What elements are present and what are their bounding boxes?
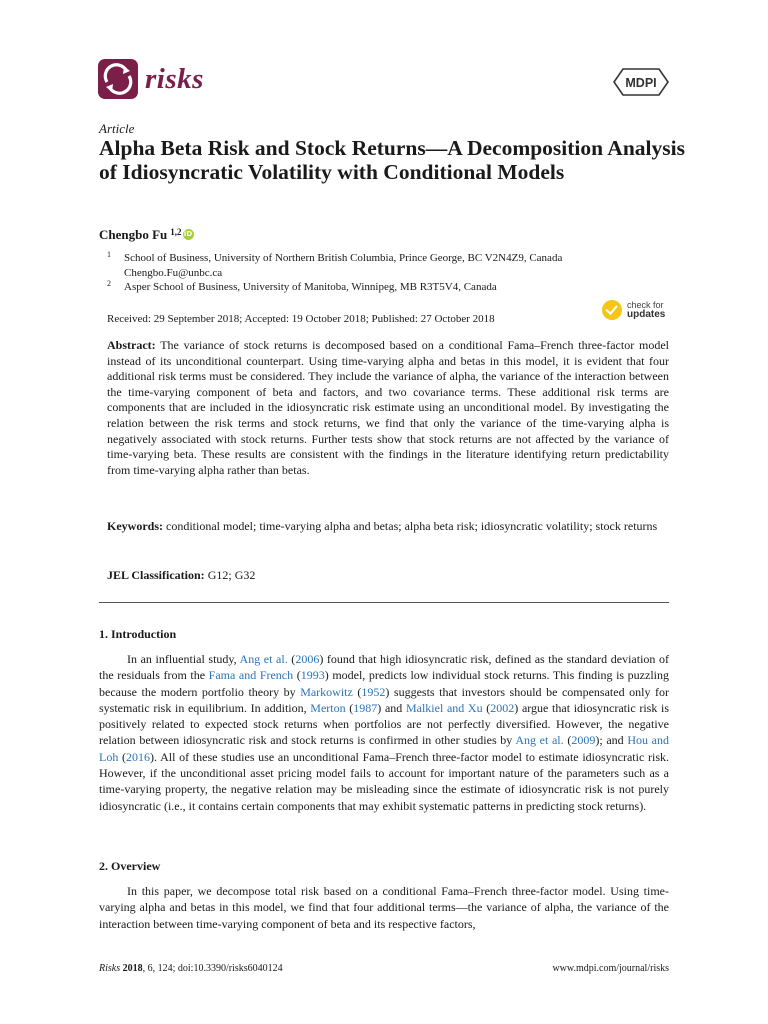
citation-link[interactable]: Merton xyxy=(310,700,346,715)
body-text: In an influential study, xyxy=(127,652,240,666)
citation-link[interactable]: Ang et al. xyxy=(239,652,288,666)
orcid-icon[interactable]: iD xyxy=(183,230,193,238)
author-affiliation-sup: 1,2 xyxy=(170,227,182,237)
body-text: ( xyxy=(482,700,491,715)
body-text: ) found that high idiosyncratic risk, defined as the standard deviation of the residuals from the xyxy=(99,652,669,683)
body-text: ); and xyxy=(595,733,628,748)
body-text: ( xyxy=(118,749,127,764)
jel-label: JEL Classification: xyxy=(107,568,205,582)
article-title: Alpha Beta Risk and Stock Returns—A Decomposition Analysis of Idiosyncratic Volatility with Conditional Models xyxy=(99,136,685,184)
footer-journal: Risks xyxy=(99,963,121,974)
body-text: ) suggests that investors should be compensated only for systematic risk in equilibrium. In addition, xyxy=(99,684,669,715)
body-text: ) model, predicts low individual stock returns. This finding is puzzling because the modern portfolio theory by xyxy=(99,668,669,699)
author-email[interactable]: Chengbo.Fu@unbc.ca xyxy=(124,266,223,279)
footer-journal-url[interactable]: www.mdpi.com/journal/risks xyxy=(552,963,669,974)
abstract xyxy=(107,338,669,478)
citation-link[interactable]: Hou and Loh xyxy=(99,733,669,764)
section-divider xyxy=(99,602,669,603)
citation-link[interactable]: Fama and French xyxy=(208,668,294,683)
body-text: ). All of these studies use an unconditional Fama–French three-factor model to estimate idiosyncratic risk. However, if the unconditional asset pricing model fails to account for important nature of the parameters such as a time-varying property, the negative relation may be misleading since the estimate of idiosyncratic risk is not purely idiosyncratic (i.e., it contains certain components that may exhibit systematic patterns in predicting stock returns). xyxy=(99,749,670,813)
journal-name: risks xyxy=(145,62,204,95)
overview-paragraph: In this paper, we decompose total risk based on a conditional Fama–French three-factor model. Using time-varying alpha and betas in this model, we find that four additional terms—the variance of alpha, the variance of the interaction between time-varying component of beta and its respective factors, xyxy=(99,884,669,931)
citation-year-link[interactable]: 1987 xyxy=(353,700,378,715)
publisher-name: MDPI xyxy=(625,76,657,90)
affiliation-number: 1 xyxy=(107,250,111,259)
introduction-paragraph xyxy=(99,651,669,814)
citation-year-link[interactable]: 2016 xyxy=(126,749,151,764)
author-name[interactable]: Chengbo Fu xyxy=(99,227,168,242)
keywords xyxy=(107,519,669,535)
abstract-label: Abstract: xyxy=(107,338,156,352)
citation-link[interactable]: Malkiel and Xu xyxy=(405,700,483,715)
jel-classification xyxy=(107,568,255,583)
check-updates-icon xyxy=(602,300,622,320)
body-text: ) and xyxy=(377,700,406,715)
keywords-label: Keywords: xyxy=(107,519,163,533)
section-heading-overview: 2. Overview xyxy=(99,859,161,873)
author-line xyxy=(99,227,194,243)
check-updates-line1: check for xyxy=(627,300,664,310)
publication-dates: Received: 29 September 2018; Accepted: 19 October 2018; Published: 27 October 2018 xyxy=(107,313,495,325)
citation-year-link[interactable]: 2006 xyxy=(295,652,320,666)
body-text: ( xyxy=(352,684,362,699)
citation-link[interactable]: Markowitz xyxy=(300,684,353,699)
keywords-text: conditional model; time-varying alpha and betas; alpha beta risk; idiosyncratic volatility; stock returns xyxy=(163,519,658,533)
citation-link[interactable]: Ang et al. xyxy=(515,733,564,748)
check-updates-line2: updates xyxy=(627,309,666,320)
mdpi-logo-icon[interactable] xyxy=(613,68,669,96)
citation-year-link[interactable]: 2002 xyxy=(490,700,515,715)
footer-citation xyxy=(99,963,283,974)
affiliation-number: 2 xyxy=(107,279,111,288)
footer-year: 2018 xyxy=(122,963,143,974)
body-text: ( xyxy=(563,733,572,748)
abstract-text: The variance of stock returns is decomposed based on a conditional Fama–French three-factor model instead of its unconditional counterpart. Using time-varying alpha and betas in this model, it is evident that four additional risk terms must be considered. They include the variance of alpha, the variance of the interaction between the time-varying component of beta and factors, and two covariance terms. These additional risk terms are components that are included in the idiosyncratic risk estimate using an unconditional model. By investigating the relation between the risk terms and stock returns, we find that only the variance of the time-varying alpha is negatively associated with stock returns. Further tests show that stock returns are not affected by the variance of time-varying beta. These results are consistent with the findings in the literature identifying return predictability from time-varying alpha rather than betas. xyxy=(107,338,669,477)
affiliation-text: School of Business, University of Northern British Columbia, Prince George, BC V2N4Z9, Canada xyxy=(124,252,563,264)
footer-doi: , 6, 124; doi:10.3390/risks6040124 xyxy=(142,963,283,974)
check-for-updates-button[interactable] xyxy=(602,300,665,320)
citation-year-link[interactable]: 2009 xyxy=(571,733,596,748)
citation-year-link[interactable]: 1993 xyxy=(300,668,325,683)
jel-codes: G12; G32 xyxy=(204,568,256,582)
body-text: ( xyxy=(345,700,354,715)
section-heading-introduction: 1. Introduction xyxy=(99,627,177,641)
risks-logo-icon xyxy=(97,58,139,100)
affiliation-text: Asper School of Business, University of Manitoba, Winnipeg, MB R3T5V4, Canada xyxy=(124,281,497,293)
journal-logo[interactable] xyxy=(97,58,204,100)
body-text: ( xyxy=(293,668,301,683)
citation-year-link[interactable]: 1952 xyxy=(361,684,386,699)
article-type: Article xyxy=(99,121,135,136)
body-text: ) argue that idiosyncratic risk is positively related to expected stock returns when portfolios are not perfectly diversified. However, the negative relation between idiosyncratic risk and stock returns is confirmed in other studies by xyxy=(99,700,670,748)
body-text: ( xyxy=(287,652,296,666)
